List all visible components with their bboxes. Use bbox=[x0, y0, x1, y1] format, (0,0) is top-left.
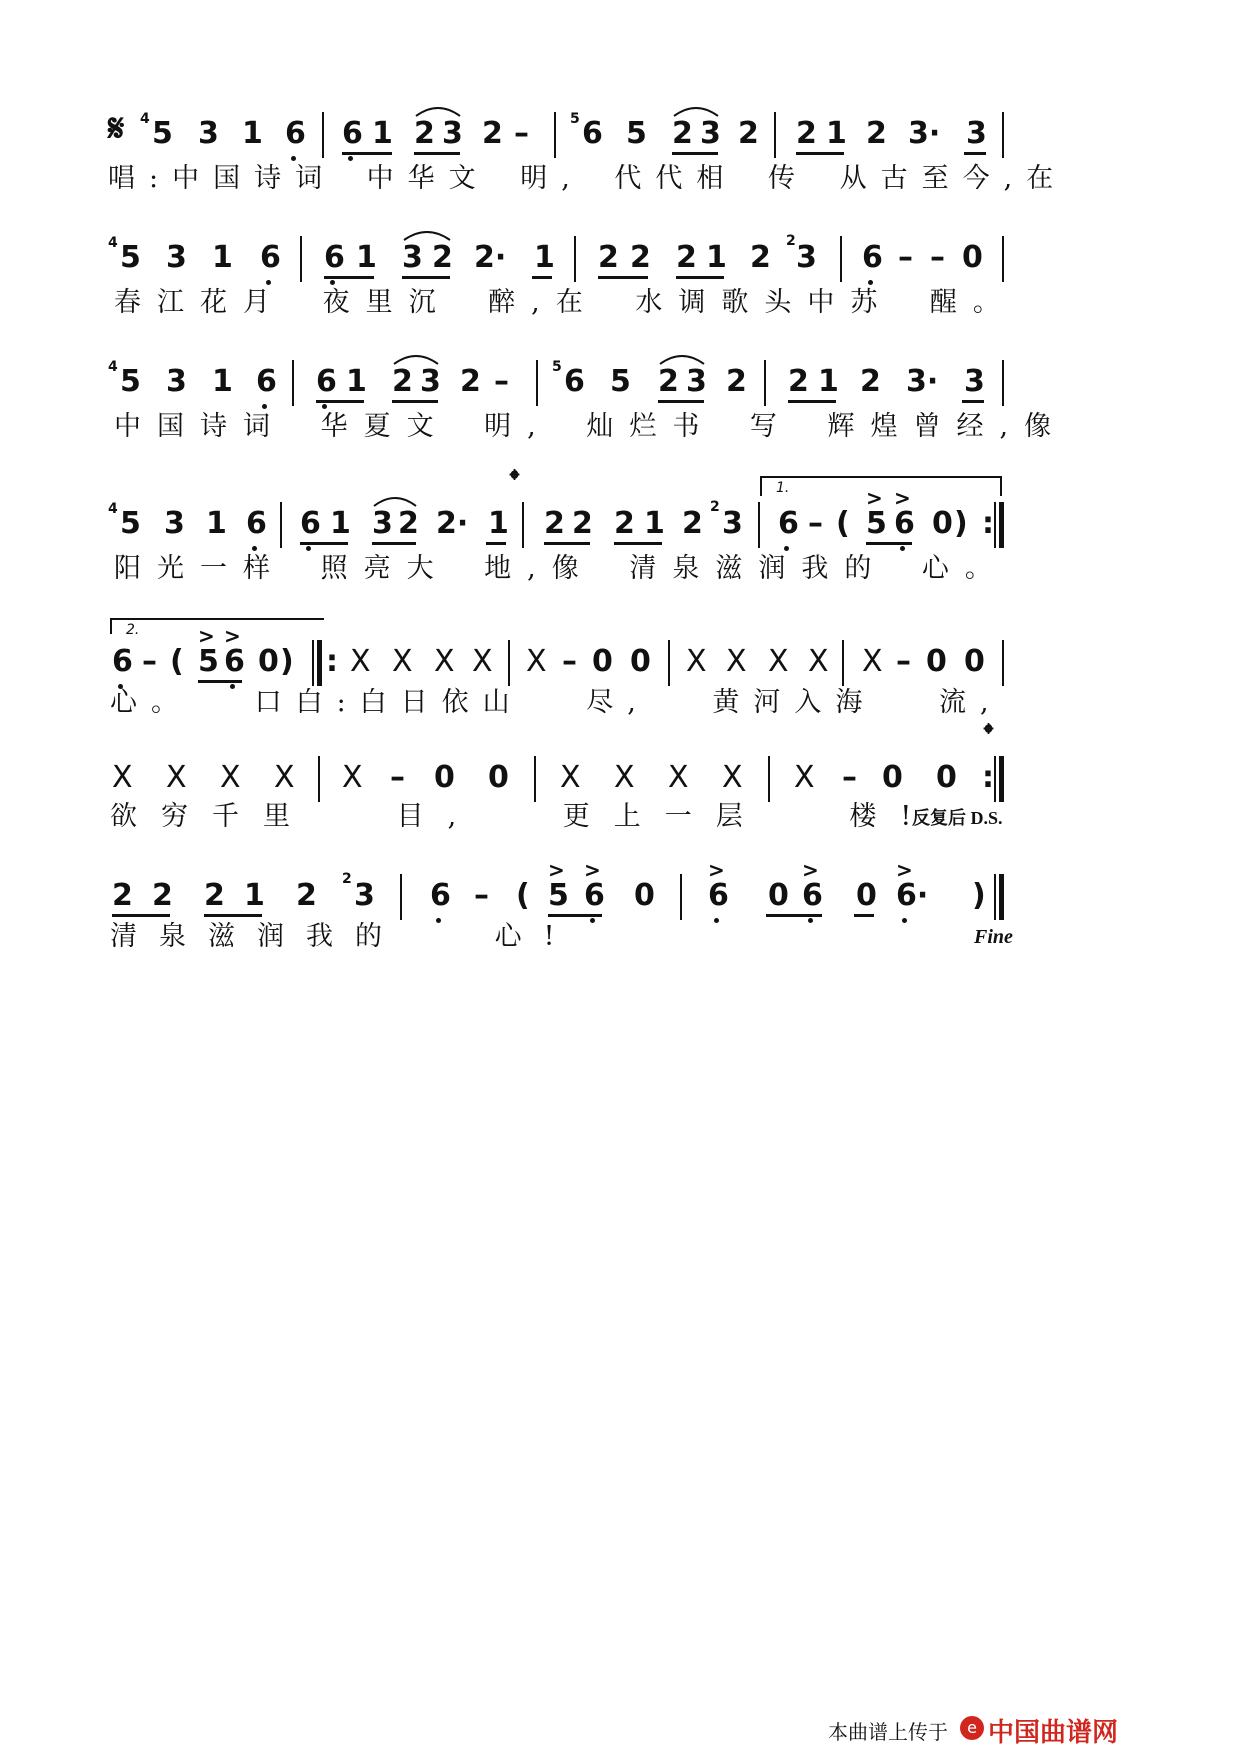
note: 2 bbox=[676, 240, 697, 275]
note: 3 bbox=[166, 240, 187, 275]
barline bbox=[300, 236, 302, 282]
paren-open: ( bbox=[170, 644, 184, 679]
dash: – bbox=[142, 644, 157, 679]
paren-open: ( bbox=[836, 506, 850, 541]
beam bbox=[372, 542, 416, 545]
note: 2 bbox=[398, 506, 419, 541]
note: 3 bbox=[796, 240, 817, 275]
beam bbox=[766, 914, 822, 917]
repeat-dots: : bbox=[982, 760, 994, 795]
time-signature-top: 4 bbox=[108, 501, 118, 517]
barline bbox=[312, 640, 314, 686]
note: 1 bbox=[212, 364, 233, 399]
note: 6 bbox=[430, 878, 451, 913]
note: 6 bbox=[285, 116, 306, 151]
accent-mark: > bbox=[894, 486, 911, 510]
fine-mark: Fine bbox=[974, 926, 1013, 948]
note: 6· bbox=[896, 878, 929, 913]
barline bbox=[534, 756, 536, 802]
accent-mark: > bbox=[224, 624, 241, 648]
note: 2 bbox=[572, 506, 593, 541]
beam bbox=[598, 276, 648, 279]
dash: – bbox=[474, 878, 489, 913]
note: 2 bbox=[726, 364, 747, 399]
barline bbox=[994, 874, 996, 920]
slur bbox=[392, 350, 440, 366]
slur bbox=[658, 350, 706, 366]
note: 5 bbox=[120, 364, 141, 399]
note: 2 bbox=[482, 116, 503, 151]
note: 6 bbox=[564, 364, 585, 399]
note: 3 bbox=[164, 506, 185, 541]
grace-note: 2 bbox=[342, 871, 352, 887]
upload-text: 本曲谱上传于 bbox=[828, 1722, 948, 1744]
repeat-dots: : bbox=[326, 644, 338, 679]
note: 6 bbox=[324, 240, 345, 275]
barline bbox=[322, 112, 324, 158]
note: 1 bbox=[212, 240, 233, 275]
low-octave-dot bbox=[784, 546, 789, 551]
note: 6 bbox=[894, 506, 915, 541]
accent-mark: > bbox=[896, 858, 913, 882]
note: 2 bbox=[630, 240, 651, 275]
note: 0 bbox=[634, 878, 655, 913]
final-barline bbox=[317, 640, 322, 686]
low-octave-dot bbox=[291, 156, 296, 161]
beam bbox=[112, 914, 170, 917]
score-line-4 bbox=[0, 465, 1240, 558]
accent-mark: > bbox=[584, 858, 601, 882]
note: 2 bbox=[152, 878, 173, 913]
note: 3 bbox=[354, 878, 375, 913]
barline bbox=[680, 874, 682, 920]
site-logo-icon: e bbox=[960, 1716, 984, 1740]
time-signature-top: 4 bbox=[140, 111, 150, 127]
beam bbox=[204, 914, 262, 917]
note: 1 bbox=[206, 506, 227, 541]
lyric-text: 唱:中国诗词 中华文 明, 代代相 传 从古至今,在 bbox=[108, 163, 1068, 194]
note: 2 bbox=[658, 364, 679, 399]
rhythm-x: X bbox=[342, 760, 363, 795]
barline bbox=[522, 502, 524, 548]
note: 6 bbox=[342, 116, 363, 151]
paren-close: ) bbox=[972, 878, 986, 913]
note: 1 bbox=[356, 240, 377, 275]
barline bbox=[840, 236, 842, 282]
final-barline bbox=[999, 756, 1004, 802]
beam bbox=[342, 152, 392, 155]
note: 2 bbox=[112, 878, 133, 913]
low-octave-dot bbox=[306, 546, 311, 551]
beam bbox=[532, 276, 552, 279]
note: 1 bbox=[330, 506, 351, 541]
time-signature-top: 4 bbox=[108, 359, 118, 375]
beam bbox=[658, 400, 704, 403]
note: 2 bbox=[544, 506, 565, 541]
accent-mark: > bbox=[866, 486, 883, 510]
slur bbox=[414, 102, 462, 118]
note: 1 bbox=[706, 240, 727, 275]
rhythm-x: X bbox=[722, 760, 743, 795]
note: 2 bbox=[796, 116, 817, 151]
note: 6 bbox=[112, 644, 133, 679]
rhythm-x: X bbox=[614, 760, 635, 795]
grace-note: 2 bbox=[710, 499, 720, 515]
dash: – bbox=[898, 240, 913, 275]
volta-bracket-2 bbox=[110, 618, 324, 638]
note: 1 bbox=[372, 116, 393, 151]
note: 2 bbox=[392, 364, 413, 399]
coda-sign: 𝄌 bbox=[984, 719, 993, 749]
beam bbox=[414, 152, 460, 155]
lyrics-line-2 bbox=[0, 286, 1240, 326]
low-octave-dot bbox=[252, 546, 257, 551]
note: 6 bbox=[224, 644, 245, 679]
note: 2 bbox=[614, 506, 635, 541]
barline bbox=[280, 502, 282, 548]
note: 5 bbox=[626, 116, 647, 151]
barline bbox=[774, 112, 776, 158]
rhythm-x: X bbox=[768, 644, 789, 679]
accent-mark: > bbox=[548, 858, 565, 882]
repeat-dots: : bbox=[982, 506, 994, 541]
note: 1 bbox=[488, 506, 509, 541]
lyric-text: 阳光一样 照亮大 地,像 清泉滋润我的 心。 bbox=[114, 553, 1008, 584]
beam bbox=[796, 152, 844, 155]
beam bbox=[672, 152, 718, 155]
lyric-text: 欲穷千里 目, 更上一层 楼! bbox=[110, 801, 936, 832]
volta-label: 2. bbox=[126, 622, 140, 638]
beam bbox=[544, 542, 590, 545]
dash: – bbox=[842, 760, 857, 795]
beam bbox=[788, 400, 836, 403]
final-barline bbox=[999, 502, 1004, 548]
rhythm-x: X bbox=[726, 644, 747, 679]
barline bbox=[508, 640, 510, 686]
low-octave-dot bbox=[330, 280, 335, 285]
note: 2· bbox=[474, 240, 507, 275]
note: 0 bbox=[630, 644, 651, 679]
lyrics-line-7 bbox=[0, 920, 1240, 960]
barline bbox=[554, 112, 556, 158]
note: 0 bbox=[434, 760, 455, 795]
note: 0 bbox=[488, 760, 509, 795]
note: 6 bbox=[256, 364, 277, 399]
note: 3 bbox=[442, 116, 463, 151]
note: 2 bbox=[750, 240, 771, 275]
note: 3 bbox=[722, 506, 743, 541]
note: 3 bbox=[686, 364, 707, 399]
segno-sign: 𝄋 bbox=[108, 106, 125, 150]
beam bbox=[854, 914, 874, 917]
note: 2 bbox=[204, 878, 225, 913]
note: 2 bbox=[860, 364, 881, 399]
note: 3 bbox=[198, 116, 219, 151]
time-signature-top: 5 bbox=[552, 359, 562, 375]
beam bbox=[962, 400, 984, 403]
barline bbox=[994, 756, 996, 802]
note: 6 bbox=[316, 364, 337, 399]
beam bbox=[300, 542, 348, 545]
slur bbox=[402, 226, 452, 242]
rhythm-x: X bbox=[686, 644, 707, 679]
note: 3 bbox=[966, 116, 987, 151]
beam bbox=[316, 400, 364, 403]
note: 6 bbox=[300, 506, 321, 541]
score-line-1 bbox=[0, 108, 1240, 168]
note: 3· bbox=[908, 116, 941, 151]
lyric-text: 清泉滋润我的 心! bbox=[110, 921, 577, 952]
note: 5 bbox=[120, 506, 141, 541]
rhythm-x: X bbox=[350, 644, 371, 679]
note: 0 bbox=[932, 506, 953, 541]
beam bbox=[614, 542, 662, 545]
rhythm-x: X bbox=[434, 644, 455, 679]
note: 5 bbox=[610, 364, 631, 399]
barline bbox=[668, 640, 670, 686]
barline bbox=[842, 640, 844, 686]
low-octave-dot bbox=[868, 280, 873, 285]
time-signature-top: 4 bbox=[108, 235, 118, 251]
barline bbox=[1002, 360, 1004, 406]
rhythm-x: X bbox=[668, 760, 689, 795]
final-barline bbox=[999, 874, 1004, 920]
note: 0 bbox=[856, 878, 877, 913]
coda-sign: 𝄌 bbox=[510, 465, 519, 495]
note: 3 bbox=[402, 240, 423, 275]
beam bbox=[866, 542, 912, 545]
volta-label: 1. bbox=[776, 480, 790, 496]
note: 5 bbox=[548, 878, 569, 913]
low-octave-dot bbox=[900, 546, 905, 551]
barline bbox=[292, 360, 294, 406]
accent-mark: > bbox=[802, 858, 819, 882]
note: 6 bbox=[584, 878, 605, 913]
beam bbox=[324, 276, 374, 279]
note: 6 bbox=[260, 240, 281, 275]
note: 0 bbox=[926, 644, 947, 679]
note: 1 bbox=[534, 240, 555, 275]
rhythm-x: X bbox=[808, 644, 829, 679]
note: 2 bbox=[296, 878, 317, 913]
note: 1 bbox=[644, 506, 665, 541]
paren-open: ( bbox=[516, 878, 530, 913]
beam bbox=[676, 276, 724, 279]
note: 6 bbox=[802, 878, 823, 913]
rhythm-x: X bbox=[794, 760, 815, 795]
rhythm-x: X bbox=[526, 644, 547, 679]
note: 0 bbox=[962, 240, 983, 275]
note: 1 bbox=[818, 364, 839, 399]
rhythm-x: X bbox=[472, 644, 493, 679]
note: 3 bbox=[420, 364, 441, 399]
lyrics-line-3 bbox=[0, 410, 1240, 450]
site-name[interactable]: 中国曲谱网 bbox=[988, 1717, 1119, 1747]
time-signature-top: 5 bbox=[570, 111, 580, 127]
slur bbox=[372, 492, 418, 508]
note: 0 bbox=[768, 878, 789, 913]
dash: – bbox=[514, 116, 529, 151]
note: 3 bbox=[372, 506, 393, 541]
slur bbox=[672, 102, 720, 118]
lyrics-line-5 bbox=[0, 686, 1240, 726]
barline bbox=[758, 502, 760, 548]
rhythm-x: X bbox=[274, 760, 295, 795]
rhythm-x: X bbox=[112, 760, 133, 795]
note: 0 bbox=[936, 760, 957, 795]
note: 3 bbox=[700, 116, 721, 151]
note: 6 bbox=[862, 240, 883, 275]
paren-close: ) bbox=[280, 644, 294, 679]
note: 5 bbox=[866, 506, 887, 541]
note: 5 bbox=[120, 240, 141, 275]
lyrics-line-6 bbox=[0, 800, 1240, 840]
barline bbox=[768, 756, 770, 802]
lyrics-line-4 bbox=[0, 552, 1240, 592]
dash: – bbox=[808, 506, 823, 541]
barline bbox=[1002, 112, 1004, 158]
note: 2 bbox=[598, 240, 619, 275]
ds-instruction: 反复后 D.S. bbox=[912, 808, 1003, 828]
footer bbox=[820, 1710, 1220, 1746]
accent-mark: > bbox=[708, 858, 725, 882]
barline bbox=[400, 874, 402, 920]
note: 2 bbox=[866, 116, 887, 151]
note: 2 bbox=[738, 116, 759, 151]
note: 3 bbox=[166, 364, 187, 399]
note: 0 bbox=[964, 644, 985, 679]
note: 3 bbox=[964, 364, 985, 399]
dash: – bbox=[562, 644, 577, 679]
rhythm-x: X bbox=[862, 644, 883, 679]
lyrics-line-1 bbox=[0, 162, 1240, 202]
dash: – bbox=[390, 760, 405, 795]
low-octave-dot bbox=[348, 156, 353, 161]
barline bbox=[994, 502, 996, 548]
grace-note: 2 bbox=[786, 233, 796, 249]
note: 2 bbox=[460, 364, 481, 399]
note: 2 bbox=[414, 116, 435, 151]
barline bbox=[574, 236, 576, 282]
score-line-2 bbox=[0, 232, 1240, 292]
note: 1 bbox=[826, 116, 847, 151]
note: 1 bbox=[242, 116, 263, 151]
accent-mark: > bbox=[198, 624, 215, 648]
low-octave-dot bbox=[322, 404, 327, 409]
beam bbox=[402, 276, 450, 279]
note: 3· bbox=[906, 364, 939, 399]
note: 5 bbox=[152, 116, 173, 151]
note: 5 bbox=[198, 644, 219, 679]
lyric-text: 春江花月 夜里沉 醉,在 水调歌头中苏 醒。 bbox=[114, 287, 1016, 318]
note: 6 bbox=[582, 116, 603, 151]
barline bbox=[318, 756, 320, 802]
note: 2 bbox=[432, 240, 453, 275]
beam bbox=[486, 542, 506, 545]
score-line-3 bbox=[0, 356, 1240, 416]
dash: – bbox=[896, 644, 911, 679]
note: 2· bbox=[436, 506, 469, 541]
note: 2 bbox=[672, 116, 693, 151]
rhythm-x: X bbox=[166, 760, 187, 795]
lyric-text: 中国诗词 华夏文 明, 灿烂书 写 辉煌曾经,像 bbox=[114, 411, 1068, 442]
beam bbox=[392, 400, 438, 403]
lyric-text: 心。 口白:白日依山 尽, 黄河入海 流, bbox=[110, 687, 1003, 718]
note: 0 bbox=[592, 644, 613, 679]
beam bbox=[964, 152, 986, 155]
barline bbox=[536, 360, 538, 406]
low-octave-dot bbox=[266, 280, 271, 285]
barline bbox=[764, 360, 766, 406]
rhythm-x: X bbox=[392, 644, 413, 679]
low-octave-dot bbox=[262, 404, 267, 409]
note: 1 bbox=[244, 878, 265, 913]
note: 2 bbox=[682, 506, 703, 541]
note: 6 bbox=[708, 878, 729, 913]
note: 2 bbox=[788, 364, 809, 399]
rhythm-x: X bbox=[220, 760, 241, 795]
note: 6 bbox=[778, 506, 799, 541]
rhythm-x: X bbox=[560, 760, 581, 795]
beam bbox=[548, 914, 602, 917]
note: 0 bbox=[258, 644, 279, 679]
dash: – bbox=[494, 364, 509, 399]
barline bbox=[1002, 236, 1004, 282]
paren-close: ) bbox=[954, 506, 968, 541]
dash: – bbox=[930, 240, 945, 275]
barline bbox=[1002, 640, 1004, 686]
beam bbox=[198, 680, 242, 683]
note: 1 bbox=[346, 364, 367, 399]
note: 0 bbox=[882, 760, 903, 795]
note: 6 bbox=[246, 506, 267, 541]
